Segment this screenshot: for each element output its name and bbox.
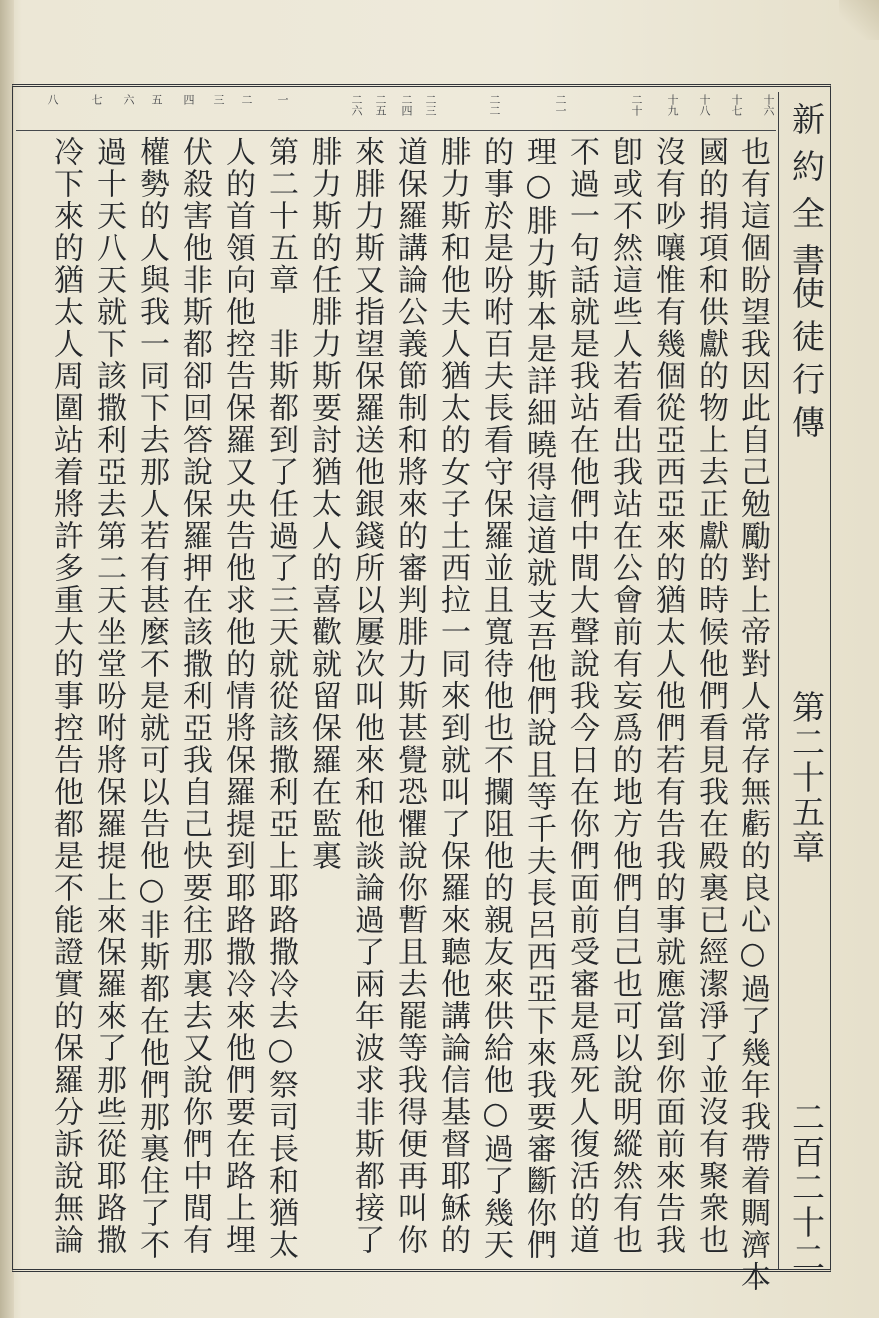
text-column: 過十天八天就下該撒利亞去第二天坐堂吩咐將保羅提上來保羅來了那些從耶路撒	[91, 136, 126, 1256]
verse-number: 二五	[374, 94, 387, 116]
text-column: 的事於是吩咐百夫長看守保羅並且寬待他也不攔阻他的親友來供給他○過了幾天	[478, 136, 513, 1261]
header-divider-line	[778, 92, 779, 1270]
verse-number: 五	[150, 94, 163, 105]
page-number: 二百二十二	[787, 1100, 826, 1275]
text-column: 國的捐項和供獻的物上去正獻的時候他們看見我在殿裏已經潔淨了並沒有聚衆也	[693, 136, 728, 1256]
text-column: 人的首領向他控告保羅又央告他求他的情將保羅提到耶路撒冷來他們要在路上埋	[220, 136, 255, 1256]
verse-number: 三	[212, 94, 225, 105]
verse-number: 二三	[424, 94, 437, 116]
book-name: 使徒行傳	[787, 276, 826, 448]
page-corner-shadow	[839, 0, 879, 40]
verse-number: 十九	[666, 94, 679, 116]
text-column: 沒有吵嚷惟有幾個從亞西亞來的猶太人他們若有告我的事就應當到你面前來告我	[650, 136, 685, 1256]
verse-number: 二四	[400, 94, 413, 116]
verse-number: 二十	[630, 94, 643, 116]
book-collection-title: 新約全書	[787, 102, 826, 290]
verse-number: 六	[122, 94, 135, 105]
text-column: 伏殺害他非斯都卻回答說保羅押在該撒利亞我自己快要往那裏去又說你們中間有	[177, 136, 212, 1256]
verse-number: 四	[182, 94, 195, 105]
text-column: 腓力斯和他夫人猶太的女子土西拉一同來到就叫了保羅來聽他講論信基督耶穌的	[435, 136, 470, 1256]
verse-number-row	[16, 92, 776, 131]
text-column: 權勢的人與我一同下去那人若有甚麼不是就可以告他○非斯都在他們那裏住了不	[134, 136, 169, 1261]
verse-number: 二	[240, 94, 253, 105]
verse-number: 十六	[762, 94, 775, 116]
verse-number: 十八	[698, 94, 711, 116]
chapter-25-opening-column: 第二十五章 非斯都到了任過了三天就從該撒利亞上耶路撒冷去○祭司長和猶太	[263, 136, 298, 1261]
text-column: 也有這個盼望我因此自己勉勵對上帝對人常存無虧的良心○過了幾年我帶着賙濟本	[735, 136, 770, 1293]
verse-number: 十七	[730, 94, 743, 116]
verse-number: 七	[90, 94, 103, 105]
verse-number: 二六	[350, 94, 363, 116]
verse-number: 二二	[488, 94, 501, 116]
text-column: 冷下來的猶太人周圍站着將許多重大的事控告他都是不能證實的保羅分訴說無論	[48, 136, 83, 1256]
text-column: 卽或不然這些人若看出我站在公會前有妄爲的地方他們自己也可以說明縱然有也	[607, 136, 642, 1256]
text-column: 腓力斯的任腓力斯要討猶太人的喜歡就留保羅在監裏	[306, 136, 341, 872]
text-column: 來腓力斯又指望保羅送他銀錢所以屢次叫他來和他談論過了兩年波求非斯都接了	[349, 136, 384, 1256]
text-column: 不過一句話就是我站在他們中間大聲說我今日在你們面前受審是爲死人復活的道	[564, 136, 599, 1256]
text-column: 理○腓力斯本是詳細曉得這道就支吾他們說且等千夫長呂西亞下來我要審斷你們	[521, 136, 556, 1261]
verse-number: 一	[276, 94, 289, 105]
text-column: 道保羅講論公義節制和將來的審判腓力斯甚覺恐懼說你暫且去罷等我得便再叫你	[392, 136, 427, 1256]
verse-number: 二一	[554, 94, 567, 116]
running-header	[784, 100, 828, 1275]
scripture-text	[24, 136, 770, 1293]
chapter-label: 第二十五章	[787, 690, 826, 865]
verse-number: 八	[46, 94, 59, 105]
